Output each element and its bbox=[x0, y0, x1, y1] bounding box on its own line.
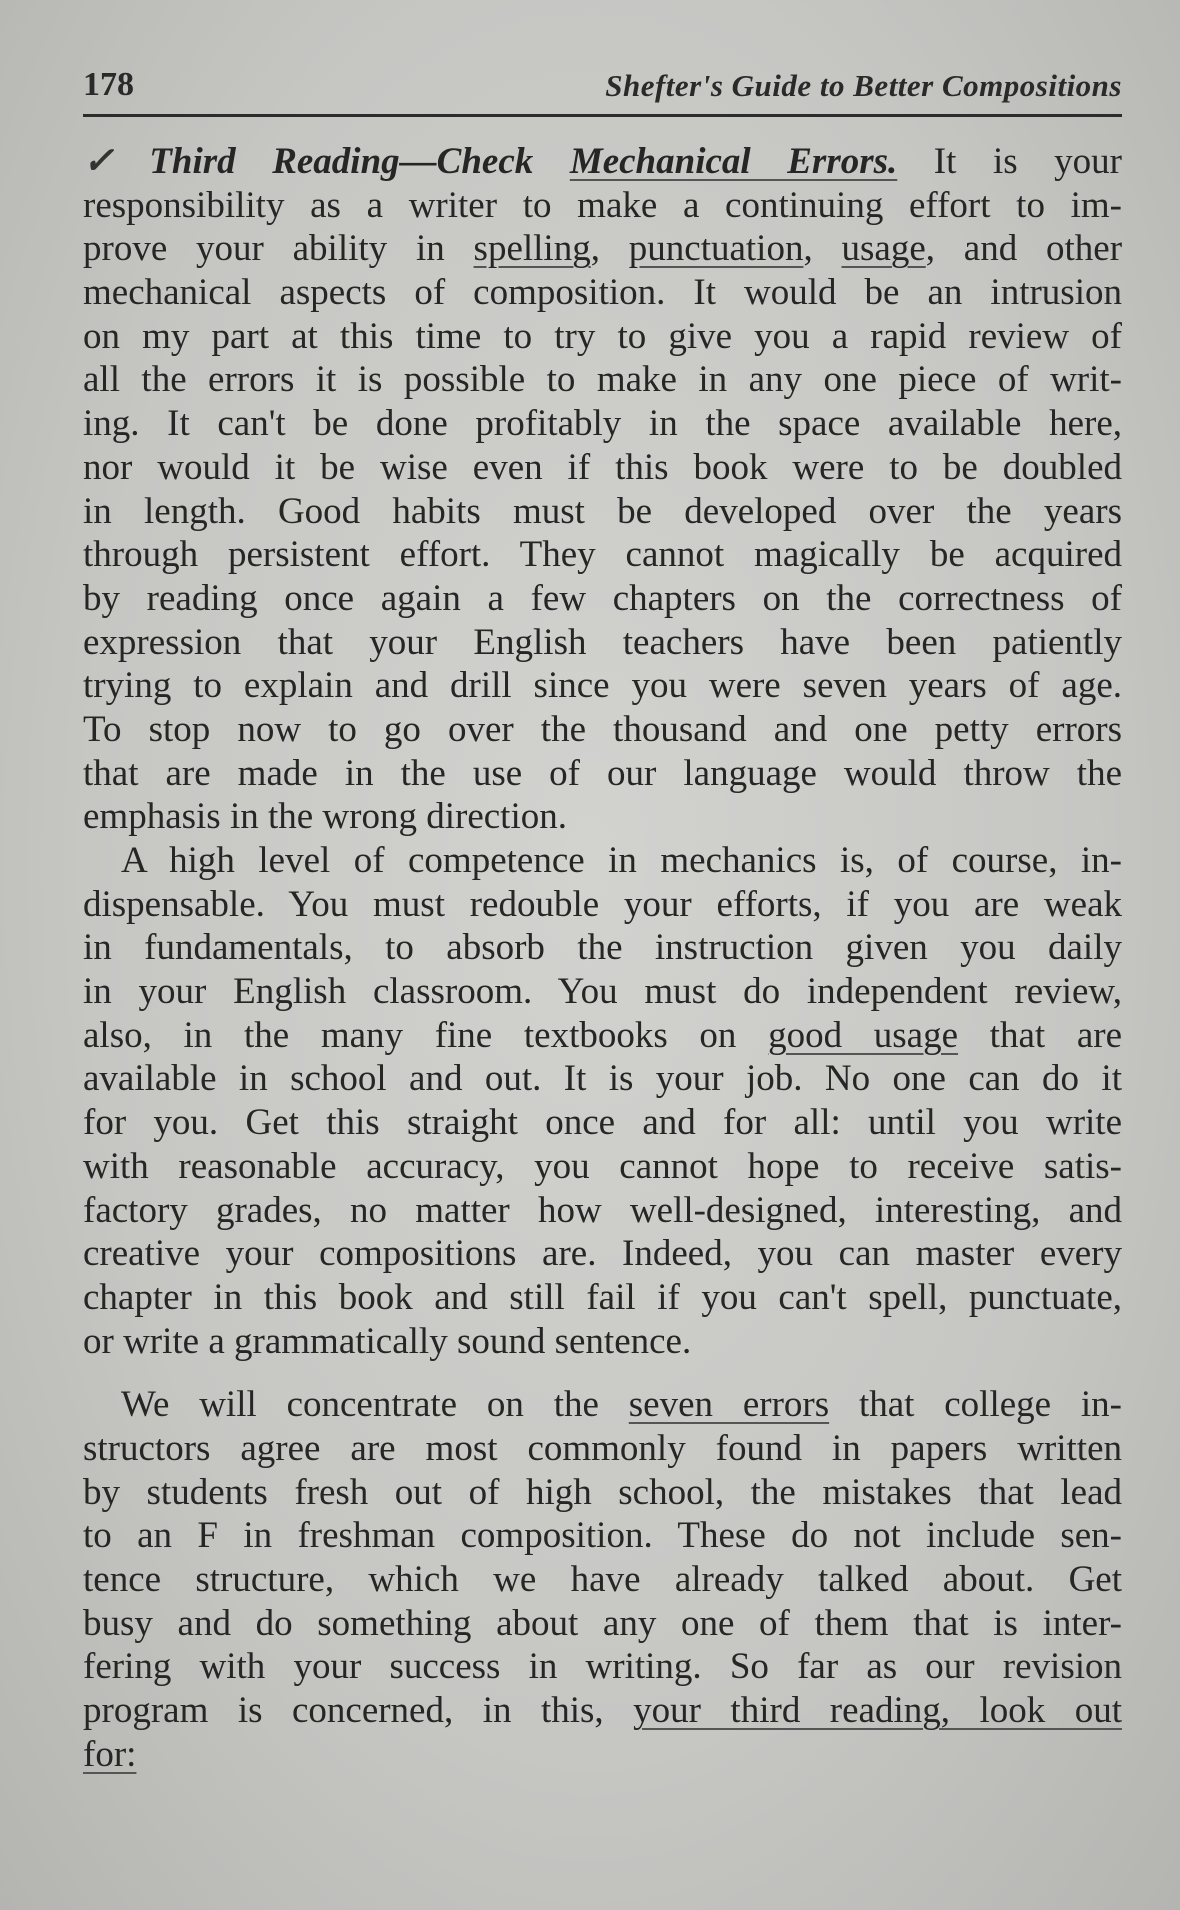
text-line bbox=[83, 1645, 1122, 1689]
text-line bbox=[83, 1057, 1122, 1101]
text-segment: fering with your success in writing. So far as our revision bbox=[83, 1646, 1122, 1688]
text-segment: also, in the many fine textbooks on bbox=[83, 1014, 769, 1056]
underlined-text: usage bbox=[841, 228, 926, 270]
text-line bbox=[83, 271, 1122, 315]
text-segment: tence structure, which we have already talked about. Get bbox=[83, 1559, 1122, 1600]
header-rule bbox=[83, 114, 1122, 117]
text-line bbox=[83, 1514, 1122, 1558]
text-line bbox=[83, 1232, 1122, 1276]
text-line bbox=[83, 664, 1122, 708]
text-segment: or write a grammatically sound sentence. bbox=[83, 1320, 692, 1362]
paragraph bbox=[83, 1383, 1122, 1776]
text-line bbox=[83, 1014, 1122, 1058]
underlined-text: spelling bbox=[473, 228, 591, 270]
text-segment: To stop now to go over the thousand and one petty errors bbox=[83, 708, 1122, 750]
text-line bbox=[83, 621, 1122, 665]
text-line bbox=[83, 227, 1122, 271]
underlined-text: your third reading, look out bbox=[633, 1690, 1122, 1732]
text-line bbox=[83, 402, 1122, 446]
text-segment: by students fresh out of high school, the mistakes that lead bbox=[83, 1471, 1122, 1513]
page-body bbox=[83, 140, 1122, 1776]
text-segment: dispensable. You must redouble your efforts, if you are weak bbox=[83, 883, 1122, 925]
text-segment: prove your ability in bbox=[83, 228, 474, 270]
text-line bbox=[83, 1145, 1122, 1189]
underlined-text: Mechanical Errors. bbox=[569, 141, 898, 182]
text-line bbox=[83, 795, 1122, 839]
text-line bbox=[83, 1320, 1122, 1364]
running-header bbox=[83, 66, 1122, 106]
text-segment: structors agree are most commonly found in papers written bbox=[83, 1427, 1122, 1469]
text-line bbox=[83, 708, 1122, 752]
text-line bbox=[83, 1558, 1122, 1602]
text-segment: busy and do something about any one of them that is inter- bbox=[83, 1602, 1122, 1644]
text-line bbox=[83, 1689, 1122, 1733]
text-segment: in length. Good habits must be developed over the years bbox=[83, 490, 1122, 532]
text-segment: for you. Get this straight once and for all: until you write bbox=[83, 1102, 1122, 1144]
text-line bbox=[83, 140, 1122, 184]
text-segment: ing. It can't be done profitably in the space available here, bbox=[83, 403, 1122, 445]
text-line bbox=[83, 752, 1122, 796]
text-line bbox=[83, 184, 1122, 228]
text-line bbox=[83, 1276, 1122, 1320]
text-segment: through persistent effort. They cannot magically be acquired bbox=[83, 534, 1122, 576]
underlined-text: for: bbox=[83, 1733, 137, 1775]
text-segment: , and other bbox=[925, 228, 1123, 270]
text-segment: emphasis in the wrong direction. bbox=[83, 796, 567, 838]
text-segment: program is concerned, in this, bbox=[83, 1690, 634, 1732]
text-line bbox=[83, 970, 1122, 1014]
paragraph bbox=[83, 839, 1122, 1363]
text-segment: that are made in the use of our language would throw the bbox=[83, 752, 1122, 794]
text-segment: by reading once again a few chapters on the correctness of bbox=[83, 577, 1122, 619]
text-segment: , bbox=[590, 228, 629, 270]
text-line bbox=[83, 490, 1122, 534]
text-line bbox=[83, 1733, 1122, 1777]
text-segment: nor would it be wise even if this book were to be doubled bbox=[83, 446, 1122, 488]
text-segment: responsibility as a writer to make a continuing effort to im- bbox=[83, 184, 1122, 226]
text-segment: that college in- bbox=[829, 1384, 1123, 1426]
text-segment: in your English classroom. You must do independent review, bbox=[83, 971, 1122, 1013]
text-line bbox=[83, 358, 1122, 402]
text-segment: to an F in freshman composition. These do not include sen- bbox=[83, 1515, 1122, 1557]
text-line bbox=[83, 1427, 1122, 1471]
paragraph bbox=[83, 140, 1122, 839]
text-line bbox=[83, 533, 1122, 577]
page-number: 178 bbox=[83, 66, 134, 103]
text-line bbox=[83, 1602, 1122, 1646]
text-segment: with reasonable accuracy, you cannot hope to receive satis- bbox=[83, 1145, 1122, 1187]
underlined-text: good usage bbox=[768, 1014, 959, 1056]
text-segment: available in school and out. It is your job. No one can do it bbox=[83, 1058, 1122, 1100]
text-line bbox=[83, 926, 1122, 970]
text-line bbox=[83, 1383, 1122, 1427]
text-line bbox=[83, 1101, 1122, 1145]
text-line bbox=[83, 1471, 1122, 1515]
text-segment: factory grades, no matter how well-designed, interesting, and bbox=[83, 1189, 1122, 1231]
text-segment: A high level of competence in mechanics is, of course, in- bbox=[121, 840, 1122, 881]
text-segment: , bbox=[803, 228, 842, 270]
text-line bbox=[83, 446, 1122, 490]
section-heading: Third Reading—Check bbox=[149, 141, 570, 182]
text-segment: chapter in this book and still fail if you can't spell, punctuate, bbox=[83, 1276, 1122, 1318]
text-segment: We will concentrate on the bbox=[121, 1384, 629, 1426]
text-segment: mechanical aspects of composition. It would be an intrusion bbox=[83, 272, 1122, 314]
check-mark-icon: ✓ bbox=[83, 141, 142, 182]
text-segment: creative your compositions are. Indeed, you can master every bbox=[83, 1233, 1122, 1275]
running-title: Shefter's Guide to Better Compositions bbox=[605, 68, 1122, 103]
text-line bbox=[83, 839, 1122, 883]
text-segment: that are bbox=[958, 1014, 1122, 1056]
text-segment: expression that your English teachers have been patiently bbox=[83, 621, 1122, 663]
text-segment: all the errors it is possible to make in any one piece of writ- bbox=[83, 359, 1122, 401]
text-segment: It is your bbox=[897, 141, 1122, 182]
text-line bbox=[83, 577, 1122, 621]
text-line bbox=[83, 883, 1122, 927]
text-segment: on my part at this time to try to give you a rapid review of bbox=[83, 315, 1122, 357]
underlined-text: punctuation bbox=[628, 228, 804, 270]
underlined-text: seven errors bbox=[628, 1384, 830, 1426]
text-line bbox=[83, 1189, 1122, 1233]
text-line bbox=[83, 315, 1122, 359]
text-segment: in fundamentals, to absorb the instruction given you daily bbox=[83, 927, 1122, 969]
text-segment: trying to explain and drill since you were seven years of age. bbox=[83, 665, 1122, 707]
